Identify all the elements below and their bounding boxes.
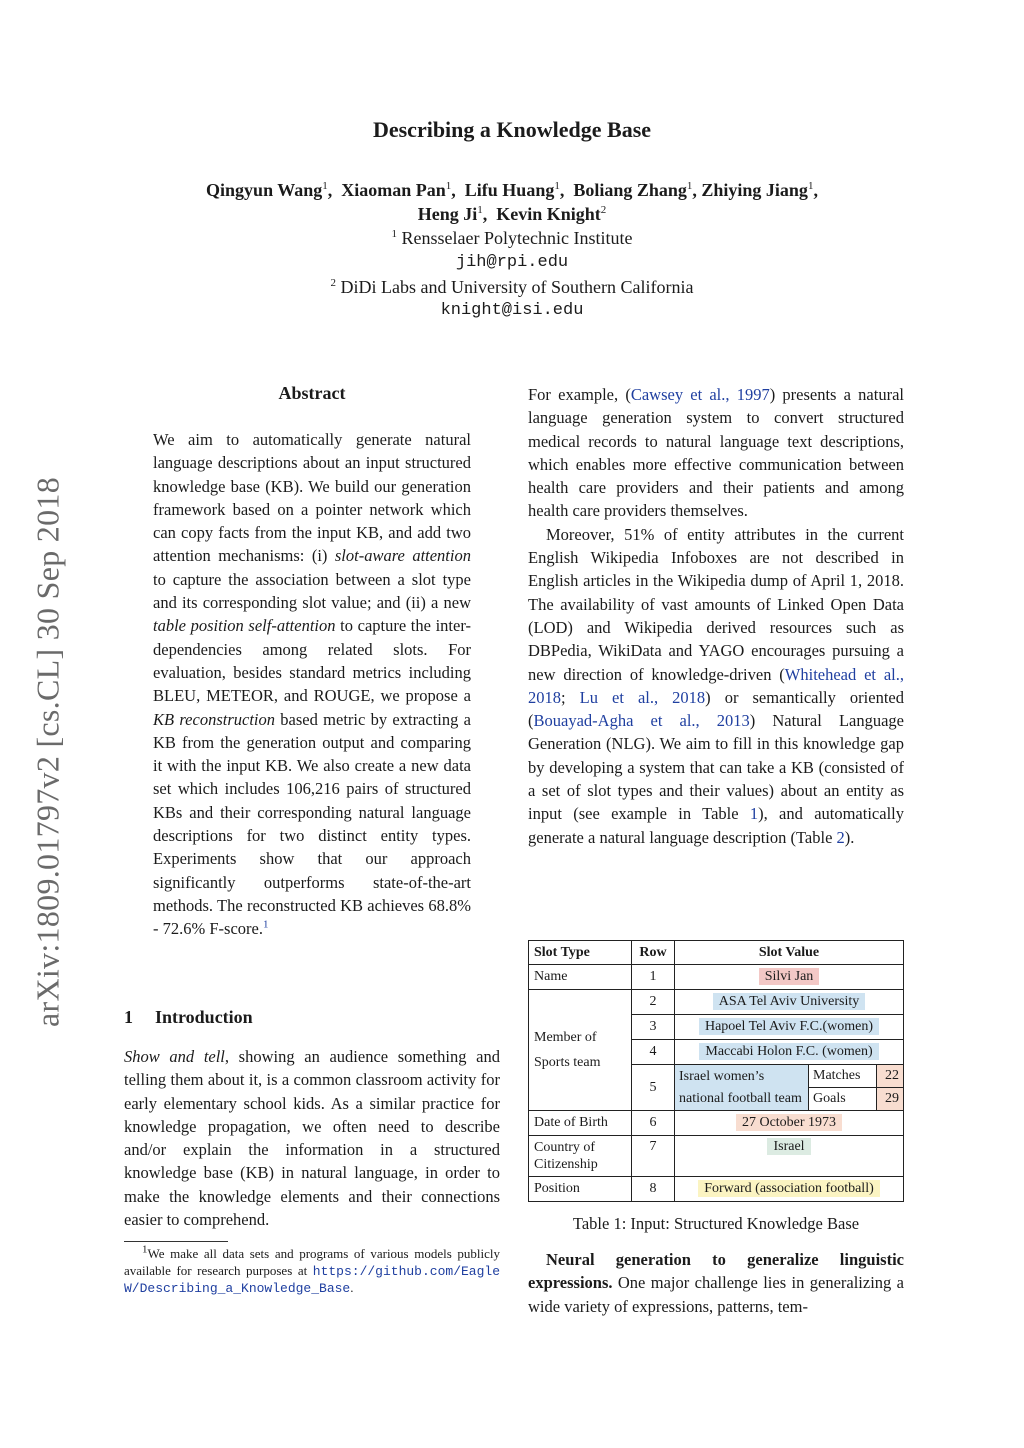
text: ; bbox=[561, 687, 580, 707]
author-name: Boliang Zhang bbox=[573, 180, 687, 200]
author-name: Zhiying Jiang bbox=[701, 180, 808, 200]
row-number: 6 bbox=[632, 1111, 675, 1136]
table-row bbox=[529, 990, 904, 1015]
table-ref-link[interactable]: 2 bbox=[836, 827, 845, 847]
affiliation-mark: 1 bbox=[807, 180, 814, 192]
affiliation-number: 2 bbox=[330, 277, 337, 289]
abstract-text: We aim to automatically generate natural language descriptions about an input structured knowledge base (KB). We build our generation framework based on a pointer network which can copy facts from the input KB, and add two attention mechanisms: (i) bbox=[153, 430, 471, 566]
text: For example, ( bbox=[528, 385, 631, 404]
row-number: 1 bbox=[632, 965, 675, 990]
slot-value-text: Forward (association football) bbox=[698, 1180, 880, 1197]
slot-value-text: 27 October 1973 bbox=[736, 1114, 842, 1131]
table-ref-link[interactable]: 1 bbox=[749, 804, 759, 824]
stat-value: 29 bbox=[876, 1088, 903, 1111]
paragraph bbox=[528, 383, 904, 523]
stat-label: Matches bbox=[809, 1065, 877, 1088]
slot-value-text: Silvi Jan bbox=[759, 968, 820, 985]
slot-value bbox=[675, 1040, 904, 1065]
table-row bbox=[529, 965, 904, 990]
slot-value-text: Maccabi Holon F.C. (women) bbox=[699, 1043, 878, 1060]
slot-value bbox=[675, 1111, 904, 1136]
text: Moreover, 51% of entity attributes in the current English Wikipedia Infoboxes are not described in English articles in the Wikipedia dump of April 1, 2018. The availability of vast amounts of Linked Open Data (LOD) and Wikipedia derived resources such as DBPedia, WikiData and YAGO encourages pursuing a new direction of knowledge-driven ( bbox=[528, 524, 904, 684]
intro-emphasis: Show and tell bbox=[124, 1047, 225, 1066]
section-title: Introduction bbox=[155, 1007, 253, 1027]
right-column-text bbox=[528, 383, 904, 849]
citation-link[interactable]: Whitehead et al., 2018 bbox=[528, 664, 905, 707]
paragraph-heading: Neural generation to generalize linguistic expressions. bbox=[528, 1250, 904, 1293]
author-line-1: Qingyun Wang$^1$, Xiaoman Pan$^1$, Lifu Huang$^1$, Boliang Zhang$^1$, Zhiying Jiang$^1$, bbox=[206, 180, 818, 200]
slot-value bbox=[675, 990, 904, 1015]
footnote bbox=[124, 1243, 500, 1298]
footnote-link[interactable]: 1 bbox=[262, 918, 269, 931]
citation-link[interactable]: Cawsey et al., 1997 bbox=[630, 385, 770, 404]
affiliation-mark: 1 bbox=[322, 180, 328, 192]
abstract-text: to capture the inter-dependencies among related slots. For evaluation, besides standard metrics including BLEU, METEOR, and ROUGE, we propose a bbox=[153, 616, 471, 706]
text: ) Natural Language Generation (NLG). We aim to fill in this knowledge gap by developing a system that can take a KB (consisted of a set of slot types and their values) about an entity as input (see example in Table bbox=[528, 711, 904, 824]
table-row bbox=[529, 1177, 904, 1202]
affiliation-1 bbox=[0, 228, 1024, 249]
table-caption: Table 1: Input: Structured Knowledge Base bbox=[572, 1214, 860, 1233]
author-line-2: Heng Ji$^1$, Kevin Knight$^2$ bbox=[417, 204, 607, 224]
intro-paragraph bbox=[124, 1045, 500, 1231]
footnote-rule bbox=[124, 1241, 228, 1242]
column-header: Slot Value bbox=[675, 941, 904, 965]
email-1[interactable]: jih@rpi.edu bbox=[455, 253, 569, 272]
footnote-text: We make all data sets and programs of various models publicly available for research purposes at bbox=[124, 1246, 500, 1278]
slot-value-text: ASA Tel Aviv University bbox=[713, 993, 865, 1010]
stat-label: Goals bbox=[809, 1088, 877, 1111]
kb-table bbox=[528, 940, 904, 1202]
author-list bbox=[0, 178, 1024, 226]
column-header: Slot Type bbox=[529, 941, 632, 965]
author-name: Kevin Knight bbox=[496, 204, 601, 224]
slot-value bbox=[675, 1136, 904, 1177]
author-name: Heng Ji bbox=[417, 204, 478, 224]
citation-link[interactable]: Lu et al., 2018 bbox=[579, 687, 706, 707]
arxiv-stamp: arXiv:1809.01797v2 [cs.CL] 30 Sep 2018 bbox=[29, 476, 66, 1028]
abstract-body bbox=[153, 428, 471, 941]
affiliation-mark: 1 bbox=[554, 180, 560, 192]
abstract-text: based metric by extracting a KB from the generation output and comparing it with the input KB. We also create a new data set which includes 106,216 pairs of structured KBs and their corresponding natural language descriptions for two distinct entity types. Experiments show that our approach significantly outperforms state-of-the-art methods. The reconstructed KB achieves 68.8% - 72.6% F-score. bbox=[153, 709, 471, 939]
row-number: 8 bbox=[632, 1177, 675, 1202]
table-row bbox=[529, 1111, 904, 1136]
footnote-end: . bbox=[350, 1280, 354, 1295]
affiliation-mark: 1 bbox=[445, 180, 452, 192]
slot-value-text: Hapoel Tel Aviv F.C.(women) bbox=[699, 1018, 879, 1035]
team-name: Israel women’s national football team bbox=[675, 1065, 809, 1110]
author-name: Lifu Huang bbox=[464, 180, 555, 200]
slot-value bbox=[675, 1015, 904, 1040]
abstract-emphasis: slot-aware attention bbox=[334, 546, 471, 566]
slot-type: Name bbox=[529, 965, 632, 990]
affiliation-2 bbox=[0, 277, 1024, 298]
affiliation-mark: 1 bbox=[686, 180, 693, 192]
affiliation-mark: 2 bbox=[600, 204, 607, 216]
text: ), and automatically generate a natural language description (Table bbox=[528, 804, 904, 847]
slot-value bbox=[675, 1177, 904, 1202]
row-number: 7 bbox=[632, 1136, 675, 1177]
email-2[interactable]: knight@isi.edu bbox=[440, 301, 584, 320]
slot-type: Country of Citizenship bbox=[529, 1136, 632, 1177]
slot-value bbox=[675, 1065, 904, 1111]
table-header-row bbox=[529, 941, 904, 965]
paragraph bbox=[528, 1248, 904, 1318]
affiliation-mark: 1 bbox=[477, 204, 483, 216]
table-row bbox=[529, 1136, 904, 1177]
paragraph bbox=[528, 523, 904, 849]
intro-text: , showing an audience something and telling them about it, is a common classroom activity for early elementary school kids. As a similar practice for knowledge propagation, we often need to describe and/or explain the information in a structured knowledge base (KB) in natural language, in order to make the knowledge elements and their connections easier to comprehend. bbox=[124, 1047, 500, 1230]
paper-title: Describing a Knowledge Base bbox=[372, 117, 652, 142]
abstract-emphasis: table position self-attention bbox=[153, 616, 336, 636]
affiliation-number: 1 bbox=[391, 228, 398, 240]
row-number: 2 bbox=[632, 990, 675, 1015]
slot-type: Position bbox=[529, 1177, 632, 1202]
author-name: Qingyun Wang bbox=[206, 180, 323, 200]
author-name: Xiaoman Pan bbox=[341, 180, 446, 200]
text: ). bbox=[844, 827, 855, 847]
abstract-emphasis: KB reconstruction bbox=[153, 709, 276, 729]
abstract-heading: Abstract bbox=[278, 383, 346, 403]
row-number: 3 bbox=[632, 1015, 675, 1040]
stat-value: 22 bbox=[876, 1065, 903, 1088]
right-column-continuation bbox=[528, 1248, 904, 1318]
row-number: 5 bbox=[632, 1065, 675, 1111]
footnote-mark: 1 bbox=[142, 1243, 148, 1256]
row-number: 4 bbox=[632, 1040, 675, 1065]
column-header: Row bbox=[632, 941, 675, 965]
slot-type: Member of Sports team bbox=[529, 990, 632, 1111]
slot-value-text: Israel bbox=[767, 1138, 810, 1155]
text: One major challenge lies in generalizing a wide variety of expressions, patterns, tem- bbox=[528, 1273, 904, 1316]
affiliation-name: DiDi Labs and University of Southern California bbox=[340, 277, 694, 297]
footnote-url[interactable]: https://github.com/EagleW/Describing_a_Knowledge_Base bbox=[124, 1263, 500, 1296]
citation-link[interactable]: Bouayad-Agha et al., 2013 bbox=[533, 711, 750, 731]
affiliation-name: Rensselaer Polytechnic Institute bbox=[401, 228, 633, 248]
slot-value bbox=[675, 965, 904, 990]
nested-table bbox=[675, 1065, 903, 1110]
abstract-text: to capture the association between a slot type and its corresponding slot value; and (ii) a new bbox=[153, 569, 471, 613]
section-number: 1 bbox=[124, 1007, 133, 1027]
slot-type: Date of Birth bbox=[529, 1111, 632, 1136]
text: ) or semantically oriented ( bbox=[528, 687, 904, 731]
section-heading bbox=[124, 1007, 253, 1028]
text: ) presents a natural language generation system to convert structured medical records to natural language text descriptions, which enables more effective communication between health care providers and their patients and among health care providers themselves. bbox=[528, 385, 904, 521]
